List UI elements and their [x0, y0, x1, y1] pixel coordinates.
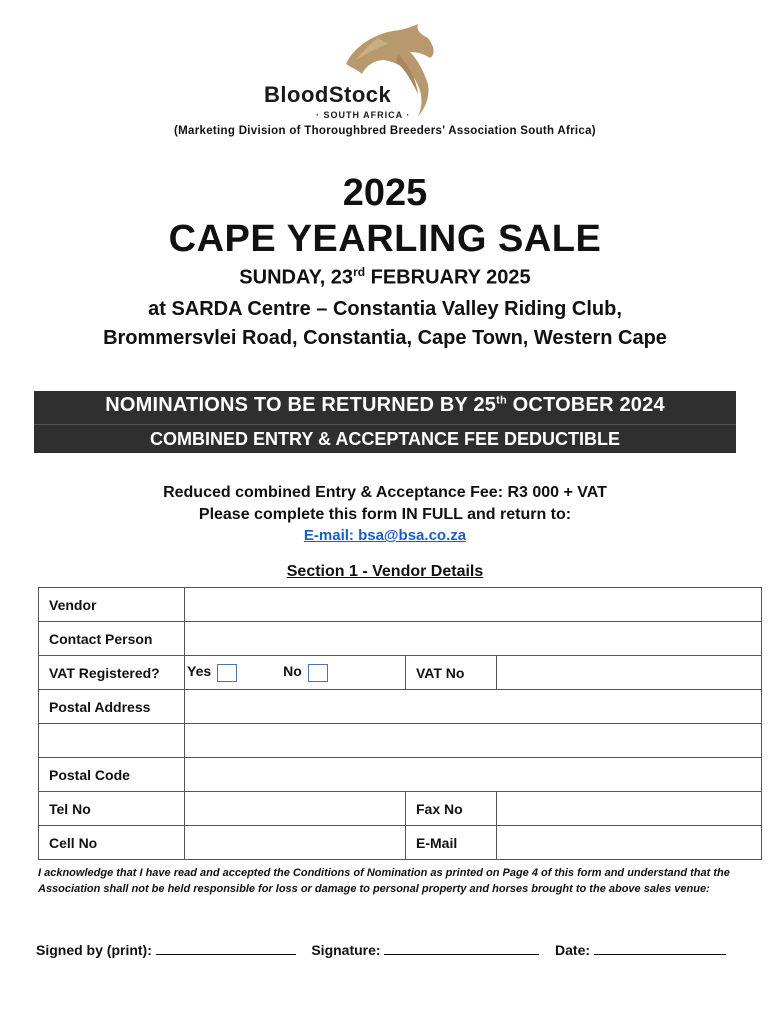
- vat-yes-label: Yes: [187, 663, 212, 680]
- section-1-title: Section 1 - Vendor Details: [286, 563, 484, 580]
- vat-no-label: No: [283, 663, 302, 680]
- deadline-banner: [34, 391, 736, 453]
- deadline-ordinal: th: [496, 394, 507, 407]
- vat-number-label: VAT No: [406, 656, 497, 690]
- table-row: [39, 758, 762, 792]
- contact-person-label: Contact Person: [39, 622, 185, 656]
- table-row: [39, 792, 762, 826]
- fax-field[interactable]: [497, 792, 762, 826]
- vat-no-option: [283, 663, 328, 681]
- table-row: [39, 656, 762, 690]
- vat-number-field[interactable]: [497, 656, 762, 690]
- fee-deductible-line: COMBINED ENTRY & ACCEPTANCE FEE DEDUCTIBLE: [149, 429, 621, 449]
- venue-line-2: Brommersvlei Road, Constantia, Cape Town, Western Cape: [103, 327, 667, 349]
- table-row: [39, 724, 762, 758]
- vat-yes-option: [187, 663, 237, 681]
- postal-address-field[interactable]: [185, 690, 762, 724]
- deadline-suffix: OCTOBER 2024: [506, 394, 665, 416]
- tel-label: Tel No: [39, 792, 185, 826]
- signature-label: Signature:: [311, 942, 381, 958]
- fee-text: Reduced combined Entry & Acceptance Fee: R3 000 + VAT: [163, 484, 607, 501]
- table-row: [39, 588, 762, 622]
- signed-by-label: Signed by (print):: [36, 942, 152, 958]
- organisation-subtitle: (Marketing Division of Thoroughbred Breeders' Association South Africa): [174, 125, 596, 137]
- postal-address-continuation-label: [39, 724, 185, 758]
- banner-divider: [34, 424, 736, 425]
- email-link[interactable]: E-mail: bsa@bsa.co.za: [303, 527, 467, 544]
- contact-person-field[interactable]: [185, 622, 762, 656]
- signature-line: [36, 940, 756, 958]
- vendor-details-table: [38, 587, 762, 860]
- venue-line-1: at SARDA Centre – Constantia Valley Riding Club,: [148, 298, 622, 320]
- sale-title: CAPE YEARLING SALE: [168, 218, 602, 260]
- date-field[interactable]: [594, 940, 726, 955]
- postal-code-label: Postal Code: [39, 758, 185, 792]
- vat-no-checkbox[interactable]: [308, 664, 328, 682]
- date-label: Date:: [555, 942, 591, 958]
- table-row: [39, 622, 762, 656]
- vendor-field[interactable]: [185, 588, 762, 622]
- table-row: [39, 826, 762, 860]
- postal-address-label: Postal Address: [39, 690, 185, 724]
- tel-field[interactable]: [185, 792, 406, 826]
- table-row: [39, 690, 762, 724]
- sale-date-ordinal: rd: [353, 265, 366, 279]
- vat-yes-checkbox[interactable]: [217, 664, 237, 682]
- vat-registered-options: [185, 656, 406, 690]
- signed-by-field[interactable]: [156, 940, 296, 955]
- instruction-text: Please complete this form IN FULL and return to:: [198, 506, 572, 523]
- vendor-label: Vendor: [39, 588, 185, 622]
- sale-date: [0, 265, 770, 290]
- email-field[interactable]: [497, 826, 762, 860]
- deadline-prefix: NOMINATIONS TO BE RETURNED BY 25: [105, 394, 497, 416]
- venue: [0, 295, 770, 353]
- logo-name: BloodStock: [264, 82, 392, 107]
- sale-date-suffix: FEBRUARY 2025: [365, 266, 531, 289]
- deadline-line: [34, 394, 736, 417]
- postal-address-field-2[interactable]: [185, 724, 762, 758]
- vat-registered-label: VAT Registered?: [39, 656, 185, 690]
- cell-label: Cell No: [39, 826, 185, 860]
- fax-label: Fax No: [406, 792, 497, 826]
- signature-field[interactable]: [384, 940, 539, 955]
- sale-year: 2025: [342, 172, 428, 214]
- sale-date-prefix: SUNDAY, 23: [239, 266, 354, 289]
- postal-code-field[interactable]: [185, 758, 762, 792]
- email-label: E-Mail: [406, 826, 497, 860]
- horse-head-icon: [258, 24, 438, 124]
- logo-subtitle: · SOUTH AFRICA ·: [316, 110, 411, 120]
- cell-field[interactable]: [185, 826, 406, 860]
- acknowledgement-text: I acknowledge that I have read and accepted the Conditions of Nomination as printed on Page 4 of this form and understand that the Association shall not be held responsible for loss or damage to personal property and horses brought to the above sales venue:: [38, 867, 730, 895]
- bloodstock-logo: [258, 24, 438, 124]
